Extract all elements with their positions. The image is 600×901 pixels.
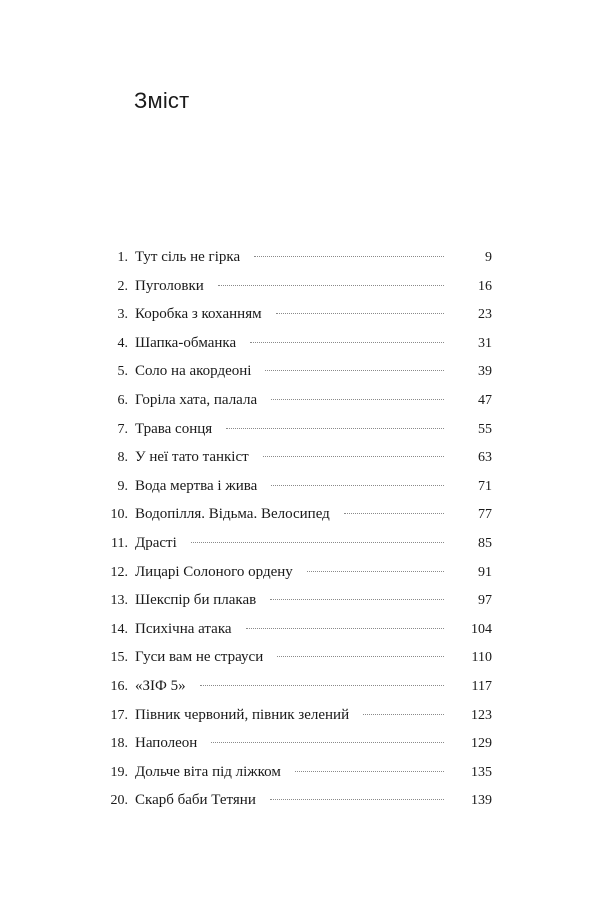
toc-entry-title[interactable]: «ЗІФ 5» [135,677,186,694]
toc-entry-page-number[interactable]: 91 [478,564,492,580]
toc-entry-number: 4. [117,335,128,351]
dot-leader [270,599,444,600]
toc-entry[interactable] [100,764,492,793]
toc-entry-title[interactable]: Наполеон [135,735,198,752]
toc-entry-title[interactable]: Лицарі Солоного ордену [135,563,293,580]
dot-leader [246,628,444,629]
toc-entry-page-number[interactable]: 77 [478,507,492,523]
toc-entry[interactable] [100,621,492,650]
toc-entry-page-number[interactable]: 135 [471,764,492,780]
dot-leader [363,714,444,715]
toc-entry-number: 20. [110,793,128,809]
dot-leader [276,313,444,314]
dot-leader [295,771,444,772]
dot-leader [191,542,444,543]
toc-entry[interactable] [100,792,492,821]
toc-entry-page-number[interactable]: 47 [478,392,492,408]
toc-entry[interactable] [100,678,492,707]
toc-entry-title[interactable]: Коробка з коханням [135,306,262,323]
toc-entry[interactable] [100,392,492,421]
toc-entry-title[interactable]: Драсті [135,534,177,551]
toc-entry[interactable] [100,421,492,450]
toc-entry-title[interactable]: Горіла хата, палала [135,391,258,408]
dot-leader [271,399,444,400]
dot-leader [277,656,444,657]
toc-entry-title[interactable]: Шапка-обманка [135,334,237,351]
toc-entry[interactable] [100,592,492,621]
toc-entry-number: 17. [110,707,128,723]
toc-entry-title[interactable]: Шекспір би плакав [135,592,257,609]
toc-entry[interactable] [100,306,492,335]
dot-leader [271,485,444,486]
toc-entry[interactable] [100,649,492,678]
toc-entry[interactable] [100,707,492,736]
toc-entry-number: 6. [117,392,128,408]
toc-entry-number: 10. [110,507,128,523]
toc-entry-number: 1. [117,250,128,265]
dot-leader [250,342,444,343]
toc-entry-title[interactable]: Водопілля. Відьма. Велосипед [135,506,330,523]
toc-entry-page-number[interactable]: 110 [471,650,492,666]
toc-entry-page-number[interactable]: 71 [478,478,492,494]
toc-entry[interactable] [100,535,492,564]
toc-entry-number: 15. [110,650,128,666]
toc-entry-number: 9. [117,478,128,494]
toc-entry-page-number[interactable]: 139 [471,793,492,809]
toc-entry-number: 11. [111,535,128,551]
toc-entry-page-number[interactable]: 16 [478,278,492,294]
toc-entry-title[interactable]: Вода мертва і жива [135,477,258,494]
dot-leader [344,513,444,514]
toc-entry-title[interactable]: У неї тато танкіст [135,449,249,466]
toc-entry-title[interactable]: Дольче віта під ліжком [135,763,281,780]
toc-entry-title[interactable]: Психічна атака [135,620,232,637]
dot-leader [211,742,444,743]
toc-entry-number: 13. [110,593,128,609]
dot-leader [200,685,444,686]
toc-entry-page-number[interactable]: 63 [478,450,492,466]
toc-entry-page-number[interactable]: 39 [478,364,492,380]
toc-entry-page-number[interactable]: 117 [471,678,492,694]
toc-entry-title[interactable]: Трава сонця [135,420,213,437]
toc-entry[interactable] [100,735,492,764]
toc-entry[interactable] [100,249,492,278]
toc-entry-title[interactable]: Тут сіль не гірка [135,249,241,265]
toc-entry-page-number[interactable]: 97 [478,593,492,609]
toc-entry-page-number[interactable]: 123 [471,707,492,723]
toc-entry[interactable] [100,564,492,593]
dot-leader [307,571,444,572]
table-of-contents [100,249,492,821]
toc-entry-number: 12. [110,564,128,580]
toc-entry[interactable] [100,506,492,535]
toc-entry-page-number[interactable]: 9 [485,250,492,265]
toc-entry-page-number[interactable]: 104 [471,621,492,637]
toc-entry[interactable] [100,335,492,364]
toc-entry[interactable] [100,278,492,307]
toc-entry-number: 2. [117,278,128,294]
page-title: Зміст [134,88,190,113]
dot-leader [254,256,444,257]
toc-entry-title[interactable]: Півник червоний, півник зелений [135,706,350,723]
toc-entry-number: 19. [110,764,128,780]
toc-entry-title[interactable]: Соло на акордеоні [135,363,252,380]
dot-leader [218,285,444,286]
toc-entry-number: 18. [110,736,128,752]
dot-leader [270,799,444,800]
toc-entry[interactable] [100,363,492,392]
dot-leader [265,370,444,371]
toc-entry-page-number[interactable]: 23 [478,307,492,323]
toc-entry-number: 16. [110,678,128,694]
toc-entry-title[interactable]: Гуси вам не страуси [135,649,264,666]
toc-entry-title[interactable]: Скарб баби Тетяни [135,792,256,809]
toc-entry-page-number[interactable]: 31 [478,335,492,351]
dot-leader [263,456,444,457]
toc-entry-number: 7. [117,421,128,437]
toc-entry-number: 8. [117,450,128,466]
toc-entry[interactable] [100,449,492,478]
toc-entry-page-number[interactable]: 129 [471,736,492,752]
toc-entry-number: 5. [117,364,128,380]
toc-entry-page-number[interactable]: 55 [478,421,492,437]
toc-entry-number: 3. [117,307,128,323]
toc-entry-number: 14. [110,621,128,637]
toc-entry[interactable] [100,478,492,507]
toc-entry-title[interactable]: Пуголовки [135,277,204,294]
toc-entry-page-number[interactable]: 85 [478,535,492,551]
dot-leader [226,428,444,429]
